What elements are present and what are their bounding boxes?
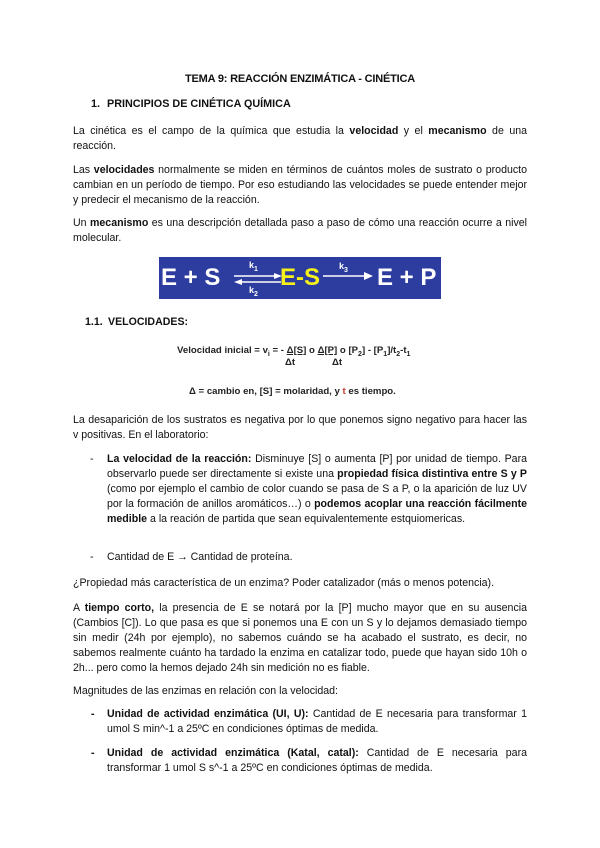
bullet-dash: -: [91, 747, 95, 759]
text-run: Un: [73, 217, 90, 229]
subsection-title: VELOCIDADES:: [108, 316, 189, 328]
text-run: La cinética es el campo de la química que estudia la: [73, 125, 350, 137]
subsection-heading-velocities: [85, 315, 188, 330]
rate-constant-k1: $k_1$: [249, 260, 258, 273]
rate-constant-k2: $k_2$: [249, 285, 258, 298]
equilibrium-arrows: [233, 267, 283, 291]
reaction-equation-figure: [159, 257, 441, 299]
paragraph-mechanism: [73, 216, 527, 246]
section-title: PRINCIPIOS DE CINÉTICA QUÍMICA: [107, 98, 291, 110]
subsection-number: 1.1.: [85, 316, 103, 328]
paragraph-negative-sign: La desaparición de los sustratos es negativa por lo que ponemos signo negativo para hacer las v positivas. En el laboratorio:: [73, 414, 527, 441]
denominator-substrate: Δt: [285, 357, 296, 368]
forward-arrow: [322, 271, 374, 283]
text-run: Las: [73, 164, 94, 176]
text-run: de una reacción.: [73, 125, 527, 152]
paragraph-catalytic-power: ¿Propiedad más característica de un enzima? Poder catalizador (más o menos potencia).: [73, 577, 495, 589]
initial-velocity-formula: Velocidad inicial = $v_i$ = - Δ[S] o Δ[P] o $[P_2] - [P_1]/t_2-t_1$: [177, 345, 411, 358]
bold-term: mecanismo: [428, 125, 487, 137]
text-run: normalmente se miden en términos de cuántos moles de sustrato o producto cambian en un período de tiempo. Por eso estudiando las velocidades se puede entender mejor y predecir el mecanismo de la reacción.: [73, 164, 527, 206]
rate-constant-k3: $k_3$: [339, 261, 348, 274]
text-run: es una descripción detallada paso a paso de cómo una reacción ocurre a nivel molecular.: [73, 217, 527, 244]
enzyme-substrate-complex: E-S: [280, 264, 321, 291]
text-run: y el: [398, 125, 429, 137]
bold-term: velocidad: [349, 125, 399, 137]
reaction-lhs: E + S: [161, 264, 221, 291]
paragraph-magnitudes: Magnitudes de las enzimas en relación con la velocidad:: [73, 685, 338, 697]
bullet-dash: -: [90, 551, 94, 563]
document-title: TEMA 9: REACCIÓN ENZIMÁTICA - CINÉTICA: [185, 73, 415, 85]
paragraph-short-time: A tiempo corto, la presencia de E se notará por la [P] mucho mayor que en su ausencia (Cambios [C]). Lo que pasa es que si ponemos una E con un S y lo dejamos demasiado tiempo sin medir (24h por ejemplo), no sabemos cuándo se ha acabado el sustrato, es decir, no sabemos realmente cuánto ha tardado la enzima en catalizar todo, puede que hayan sido 10h o 2h... pero como la hemos dejado 24h sin medición no es fiable.: [73, 602, 527, 674]
section-heading-principles: [91, 97, 291, 112]
reaction-rhs: E + P: [377, 264, 437, 291]
list-item-unit-ui: Unidad de actividad enzimática (UI, U): Cantidad de E necesaria para transformar 1 umol S min^-1 a 25ºC en condiciones óptimas de medida.: [107, 708, 528, 735]
section-number: 1.: [91, 98, 101, 110]
bold-term: mecanismo: [90, 217, 149, 229]
list-item-unit-katal: Unidad de actividad enzimática (Katal, catal): Cantidad de E necesaria para transformar 1 umol S s^-1 a 25ºC en condiciones óptimas de medida.: [107, 747, 527, 774]
list-item-protein-amount: Cantidad de E → Cantidad de proteína.: [107, 551, 293, 563]
bullet-dash: -: [90, 453, 94, 465]
formula-legend: Δ = cambio en, [S] = molaridad, y t es tiempo.: [189, 386, 396, 397]
paragraph-velocities: [73, 163, 527, 208]
paragraph-kinetics: [73, 124, 527, 154]
numerator-product: Δ[P]: [317, 345, 338, 356]
denominator-product: Δt: [332, 357, 343, 368]
list-item-reaction-velocity: La velocidad de la reacción: Disminuye [S] o aumenta [P] por unidad de tiempo. Para observarlo puede ser directamente si existe una propiedad física distintiva entre S y P (como por ejemplo el cambio de color cuando se pasa de S a P, o la aparición de luz UV por la formación de anillos aromáticos…) o podemos acoplar una reacción fácilmente medible a la reación de partida que sean equivalentemente estquiomericas.: [107, 453, 528, 525]
bullet-dash: -: [91, 708, 95, 720]
bold-term: velocidades: [93, 164, 155, 176]
numerator-substrate: Δ[S]: [286, 345, 307, 356]
